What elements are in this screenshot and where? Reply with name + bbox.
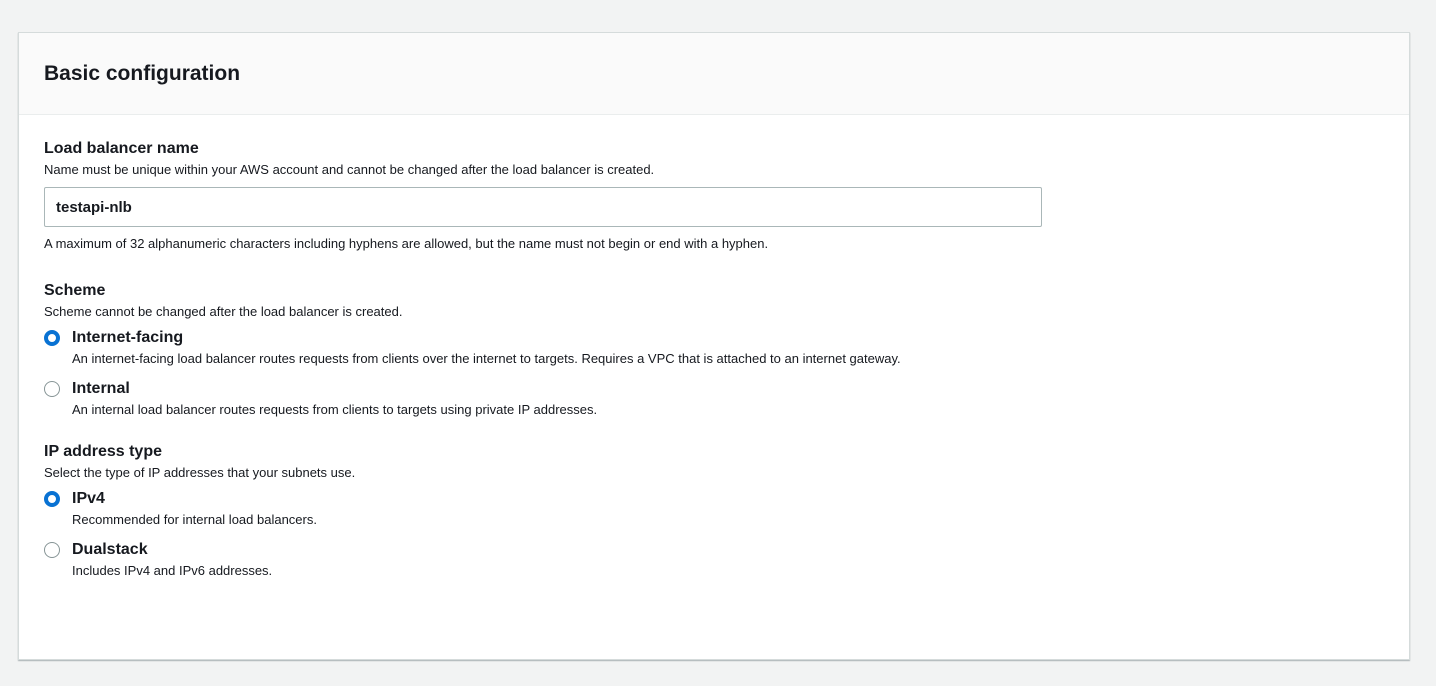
- radio-unselected-icon[interactable]: [44, 381, 60, 397]
- ip-type-option-label: IPv4: [72, 490, 105, 507]
- panel-header: [19, 33, 1409, 115]
- scheme-description: Scheme cannot be changed after the load balancer is created.: [44, 304, 403, 319]
- radio-unselected-icon[interactable]: [44, 542, 60, 558]
- scheme-label: Scheme: [44, 282, 106, 299]
- load-balancer-name-input[interactable]: [44, 187, 1042, 227]
- scheme-radio-group: [44, 328, 1409, 418]
- ip-type-option-dualstack[interactable]: [44, 540, 1409, 579]
- basic-configuration-panel: [18, 32, 1410, 660]
- ip-type-option-description: Recommended for internal load balancers.: [72, 512, 317, 527]
- load-balancer-name-label: Load balancer name: [44, 140, 199, 157]
- scheme-option-label: Internal: [72, 380, 130, 397]
- ip-address-type-description: Select the type of IP addresses that your subnets use.: [44, 465, 356, 480]
- radio-selected-icon[interactable]: [44, 330, 60, 346]
- ip-type-option-label: Dualstack: [72, 541, 148, 558]
- scheme-field: [44, 281, 1409, 418]
- scheme-option-description: An internal load balancer routes requests from clients to targets using private IP addresses.: [72, 402, 598, 417]
- ip-address-type-field: [44, 442, 1409, 579]
- load-balancer-name-description: Name must be unique within your AWS account and cannot be changed after the load balancer is created.: [44, 162, 655, 177]
- load-balancer-name-field: [44, 139, 1409, 252]
- panel-body: [19, 115, 1409, 579]
- scheme-option-internal[interactable]: [44, 379, 1409, 418]
- radio-selected-icon[interactable]: [44, 491, 60, 507]
- scheme-option-label: Internet-facing: [72, 329, 184, 346]
- load-balancer-name-constraint: A maximum of 32 alphanumeric characters including hyphens are allowed, but the name must not begin or end with a hyphen.: [44, 236, 769, 251]
- ip-type-radio-group: [44, 489, 1409, 579]
- scheme-option-internet-facing[interactable]: [44, 328, 1409, 367]
- ip-type-option-description: Includes IPv4 and IPv6 addresses.: [72, 563, 273, 578]
- scheme-option-description: An internet-facing load balancer routes requests from clients over the internet to targets. Requires a VPC that is attached to an internet gateway.: [72, 351, 901, 366]
- ip-type-option-ipv4[interactable]: [44, 489, 1409, 528]
- ip-address-type-label: IP address type: [44, 443, 162, 460]
- panel-title: Basic configuration: [44, 62, 241, 85]
